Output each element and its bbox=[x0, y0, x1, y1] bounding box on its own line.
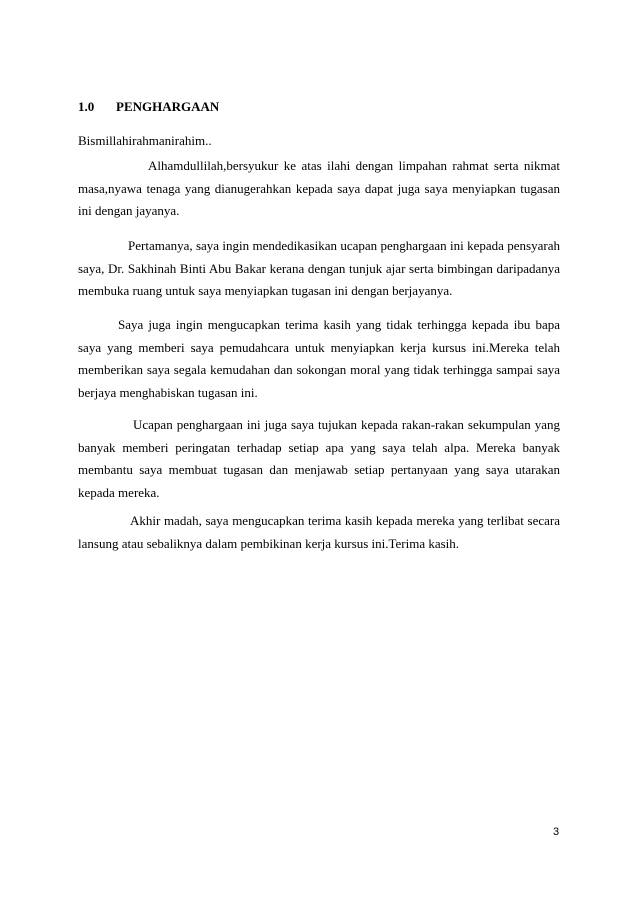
paragraph-gratitude: Alhamdullilah,bersyukur ke atas ilahi dengan limpahan rahmat serta nikmat masa,nyawa tenaga yang dianugerahkan kepada saya dapat juga saya menyiapkan tugasan ini dengan jayanya. bbox=[78, 158, 560, 218]
paragraph-closing: Akhir madah, saya mengucapkan terima kasih kepada mereka yang terlibat secara lansung atau sebaliknya dalam pembikinan kerja kursus ini.Terima kasih. bbox=[78, 513, 560, 551]
section-title: PENGHARGAAN bbox=[116, 99, 220, 114]
section-heading bbox=[78, 98, 219, 116]
paragraph-lecturer: Pertamanya, saya ingin mendedikasikan ucapan penghargaan ini kepada pensyarah saya, Dr. Sakhinah Binti Abu Bakar kerana dengan tunjuk ajar serta bimbingan daripadanya membuka ruang untuk saya menyiapkan tugasan ini dengan berjayanya. bbox=[78, 238, 560, 298]
paragraph-groupmates: Ucapan penghargaan ini juga saya tujukan kepada rakan-rakan sekumpulan yang banyak memberi peringatan terhadap setiap apa yang saya telah alpa. Mereka banyak membantu saya membuat tugasan dan menjawab setiap pertanyaan yang saya utarakan kepada mereka. bbox=[78, 417, 560, 500]
paragraph-parents: Saya juga ingin mengucapkan terima kasih yang tidak terhingga kepada ibu bapa saya yang memberi saya pemudahcara untuk menyiapkan kerja kursus ini.Mereka telah memberikan saya segala kemudahan dan sokongan moral yang tidak terhingga sampai saya berjaya menghabiskan tugasan ini. bbox=[78, 317, 560, 400]
page-number: 3 bbox=[553, 826, 560, 838]
section-number: 1.0 bbox=[78, 99, 95, 114]
greeting-line: Bismillahirahmanirahim.. bbox=[78, 133, 212, 148]
